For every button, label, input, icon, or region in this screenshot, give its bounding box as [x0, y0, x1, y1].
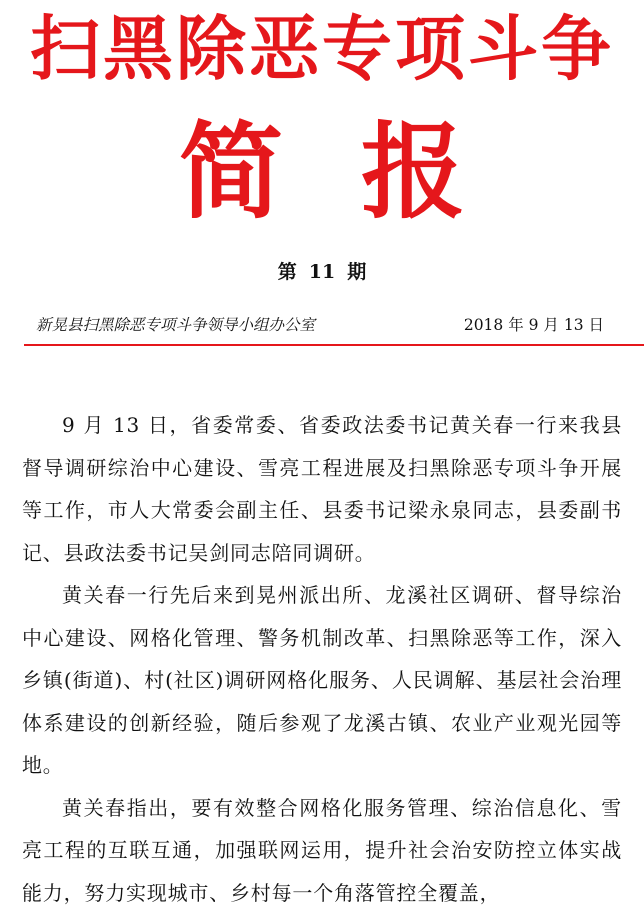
issue-value: 11: [308, 261, 336, 283]
header-meta: [36, 312, 604, 338]
issue-number: [0, 258, 644, 286]
issuing-office: 新晃县扫黑除恶专项斗争领导小组办公室: [36, 316, 316, 334]
header-divider: [24, 344, 644, 346]
issue-suffix: 期: [347, 261, 367, 283]
issue-date: 2018 年 9 月 13 日: [463, 316, 604, 334]
paragraph: 黄关春一行先后来到晃州派出所、龙溪社区调研、督导综治中心建设、网格化管理、警务机制改革、扫黑除恶等工作，深入乡镇(街道)、村(社区)调研网格化服务、人民调解、基层社会治理体系建设的创新经验，随后参观了龙溪古镇、农业产业观光园等地。: [22, 583, 622, 777]
paragraph: 黄关春指出，要有效整合网格化服务管理、综治信息化、雪亮工程的互联互通，加强联网运用，提升社会治安防控立体实战能力，努力实现城市、乡村每一个角落管控全覆盖，: [22, 795, 622, 905]
article-body: [22, 404, 622, 914]
masthead-title: 扫黑除恶专项斗争: [30, 8, 614, 90]
bulletin-title: 简报: [178, 111, 543, 233]
paragraph: 9 月 13 日，省委常委、省委政法委书记黄关春一行来我县督导调研综治中心建设、雪亮工程进展及扫黑除恶专项斗争开展等工作，市人大常委会副主任、县委书记梁永泉同志，县委副书记、县政法委书记吴剑同志陪同调研。: [22, 413, 622, 565]
issue-prefix: 第: [277, 261, 297, 283]
